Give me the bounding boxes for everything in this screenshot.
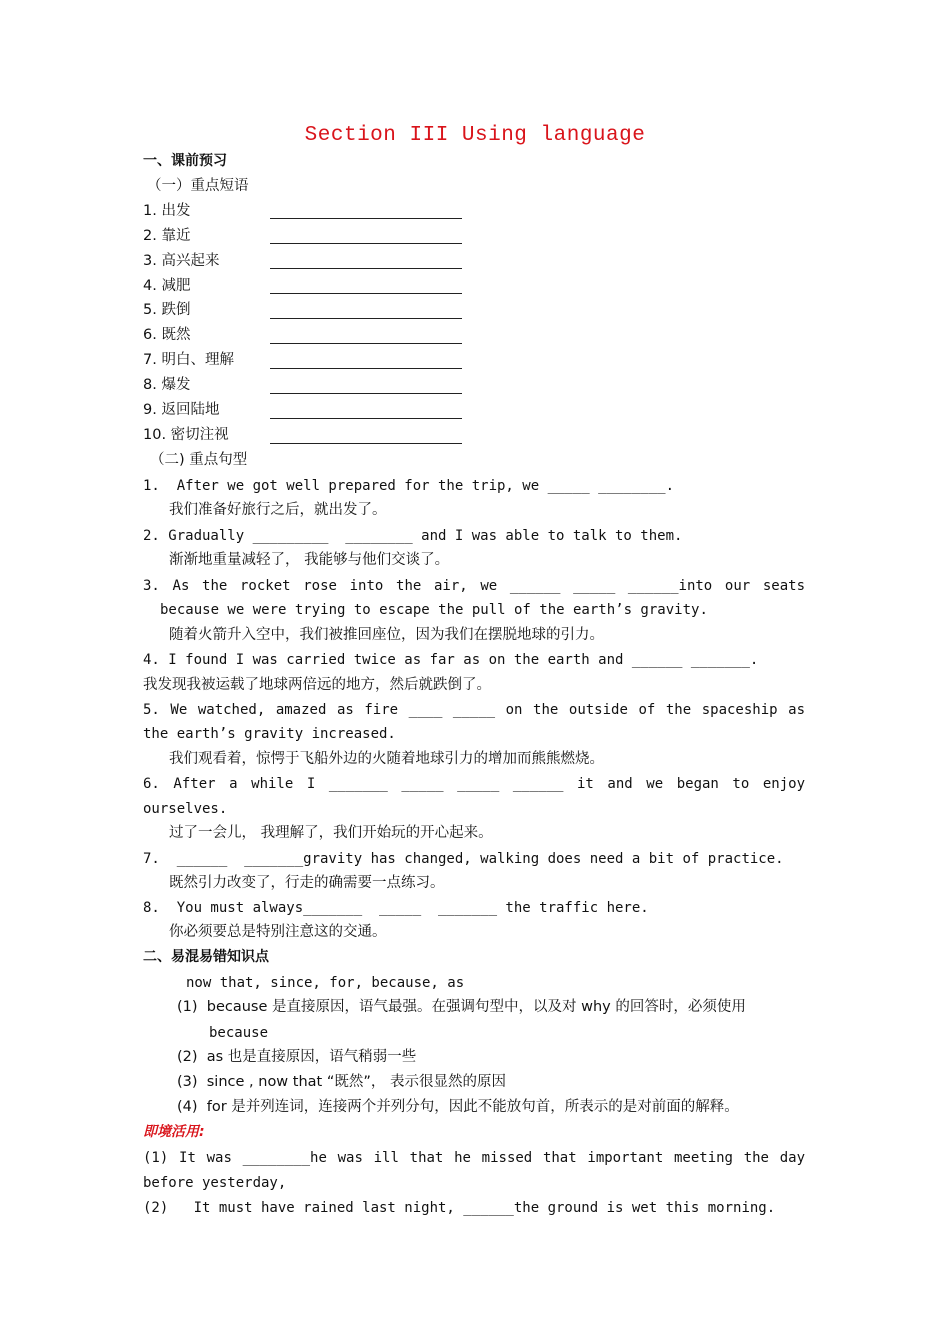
note-2: (2) as 也是直接原因，语气稍弱一些 <box>177 1049 417 1065</box>
sentence-3-en-cont: because we were trying to escape the pull of the earth’s gravity. <box>160 602 708 618</box>
sentence-8-zh: 你必须要总是特别注意这的交通。 <box>169 924 387 940</box>
sentence-5-en-cont: the earth’s gravity increased. <box>143 726 396 742</box>
sentence-7-zh: 既然引力改变了，行走的确需要一点练习。 <box>169 875 445 891</box>
phrase-item: 10. 密切注视 <box>143 427 229 443</box>
answer-blank[interactable] <box>270 268 462 269</box>
phrase-item: 8. 爆发 <box>143 377 191 393</box>
phrase-item: 2. 靠近 <box>143 228 191 244</box>
answer-blank[interactable] <box>270 418 462 419</box>
phrase-item: 6. 既然 <box>143 327 191 343</box>
note-1-cont: because <box>209 1025 269 1041</box>
answer-blank[interactable] <box>270 243 462 244</box>
sentence-3-en: 3. As the rocket rose into the air, we ______ _____ ______into our seats <box>143 578 805 594</box>
practice-heading: 即境活用: <box>143 1124 205 1140</box>
sentence-4-en: 4. I found I was carried twice as far as on the earth and ______ _______. <box>143 652 759 668</box>
sentence-1-zh: 我们准备好旅行之后，就出发了。 <box>169 502 387 518</box>
confusable-words: now that, since, for, because, as <box>186 975 465 991</box>
phrase-item: 7. 明白、理解 <box>143 352 234 368</box>
phrase-item: 3. 高兴起来 <box>143 253 220 269</box>
sentence-5-en: 5. We watched, amazed as fire ____ _____ on the outside of the spaceship as <box>143 702 805 718</box>
practice-question-2: (2) It must have rained last night, ______the ground is wet this morning. <box>143 1200 776 1216</box>
note-4: (4) for 是并列连词，连接两个并列分句，因此不能放句首，所表示的是对前面的解释。 <box>177 1099 739 1115</box>
answer-blank[interactable] <box>270 318 462 319</box>
sentence-6-zh: 过了一会儿， 我理解了，我们开始玩的开心起来。 <box>169 825 493 841</box>
sentence-6-en: 6. After a while I _______ _____ _____ ______ it and we began to enjoy <box>143 776 805 792</box>
sentence-5-zh: 我们观看着，惊愕于飞船外边的火随着地球引力的增加而熊熊燃烧。 <box>169 751 604 767</box>
sentence-6-en-cont: ourselves. <box>143 801 228 817</box>
section-2-heading: 二、易混易错知识点 <box>143 949 269 965</box>
sentence-8-en: 8. You must always_______ _____ _______ the traffic here. <box>143 900 649 916</box>
answer-blank[interactable] <box>270 293 462 294</box>
sentence-7-en: 7. ______ _______gravity has changed, walking does need a bit of practice. <box>143 851 784 867</box>
sentence-2-zh: 渐渐地重量减轻了， 我能够与他们交谈了。 <box>169 552 450 568</box>
section-1-heading: 一、课前预习 <box>143 153 227 169</box>
answer-blank[interactable] <box>270 218 462 219</box>
phrase-item: 9. 返回陆地 <box>143 402 220 418</box>
phrase-item: 1. 出发 <box>143 203 191 219</box>
practice-question-1-cont: before yesterday, <box>143 1175 287 1191</box>
practice-question-1: (1) It was ________he was ill that he missed that important meeting the day <box>143 1150 805 1166</box>
page-title: Section III Using language <box>304 124 646 147</box>
key-sentences-heading: （二) 重点句型 <box>150 452 248 468</box>
answer-blank[interactable] <box>270 368 462 369</box>
note-3: (3) since , now that “既然”， 表示很显然的原因 <box>177 1074 506 1090</box>
answer-blank[interactable] <box>270 393 462 394</box>
note-1: (1) because 是直接原因，语气最强。在强调句型中，以及对 why 的回答时，必须使用 <box>177 999 746 1015</box>
sentence-3-zh: 随着火箭升入空中，我们被推回座位，因为我们在摆脱地球的引力。 <box>169 627 604 643</box>
answer-blank[interactable] <box>270 443 462 444</box>
phrase-item: 4. 减肥 <box>143 278 191 294</box>
phrase-item: 5. 跌倒 <box>143 302 191 318</box>
key-phrases-heading: （一）重点短语 <box>147 178 249 194</box>
sentence-4-zh: 我发现我被运载了地球两倍远的地方，然后就跌倒了。 <box>143 677 491 693</box>
sentence-2-en: 2. Gradually _________ ________ and I was able to talk to them. <box>143 528 683 544</box>
answer-blank[interactable] <box>270 343 462 344</box>
sentence-1-en: 1. After we got well prepared for the trip, we _____ ________. <box>143 478 675 494</box>
